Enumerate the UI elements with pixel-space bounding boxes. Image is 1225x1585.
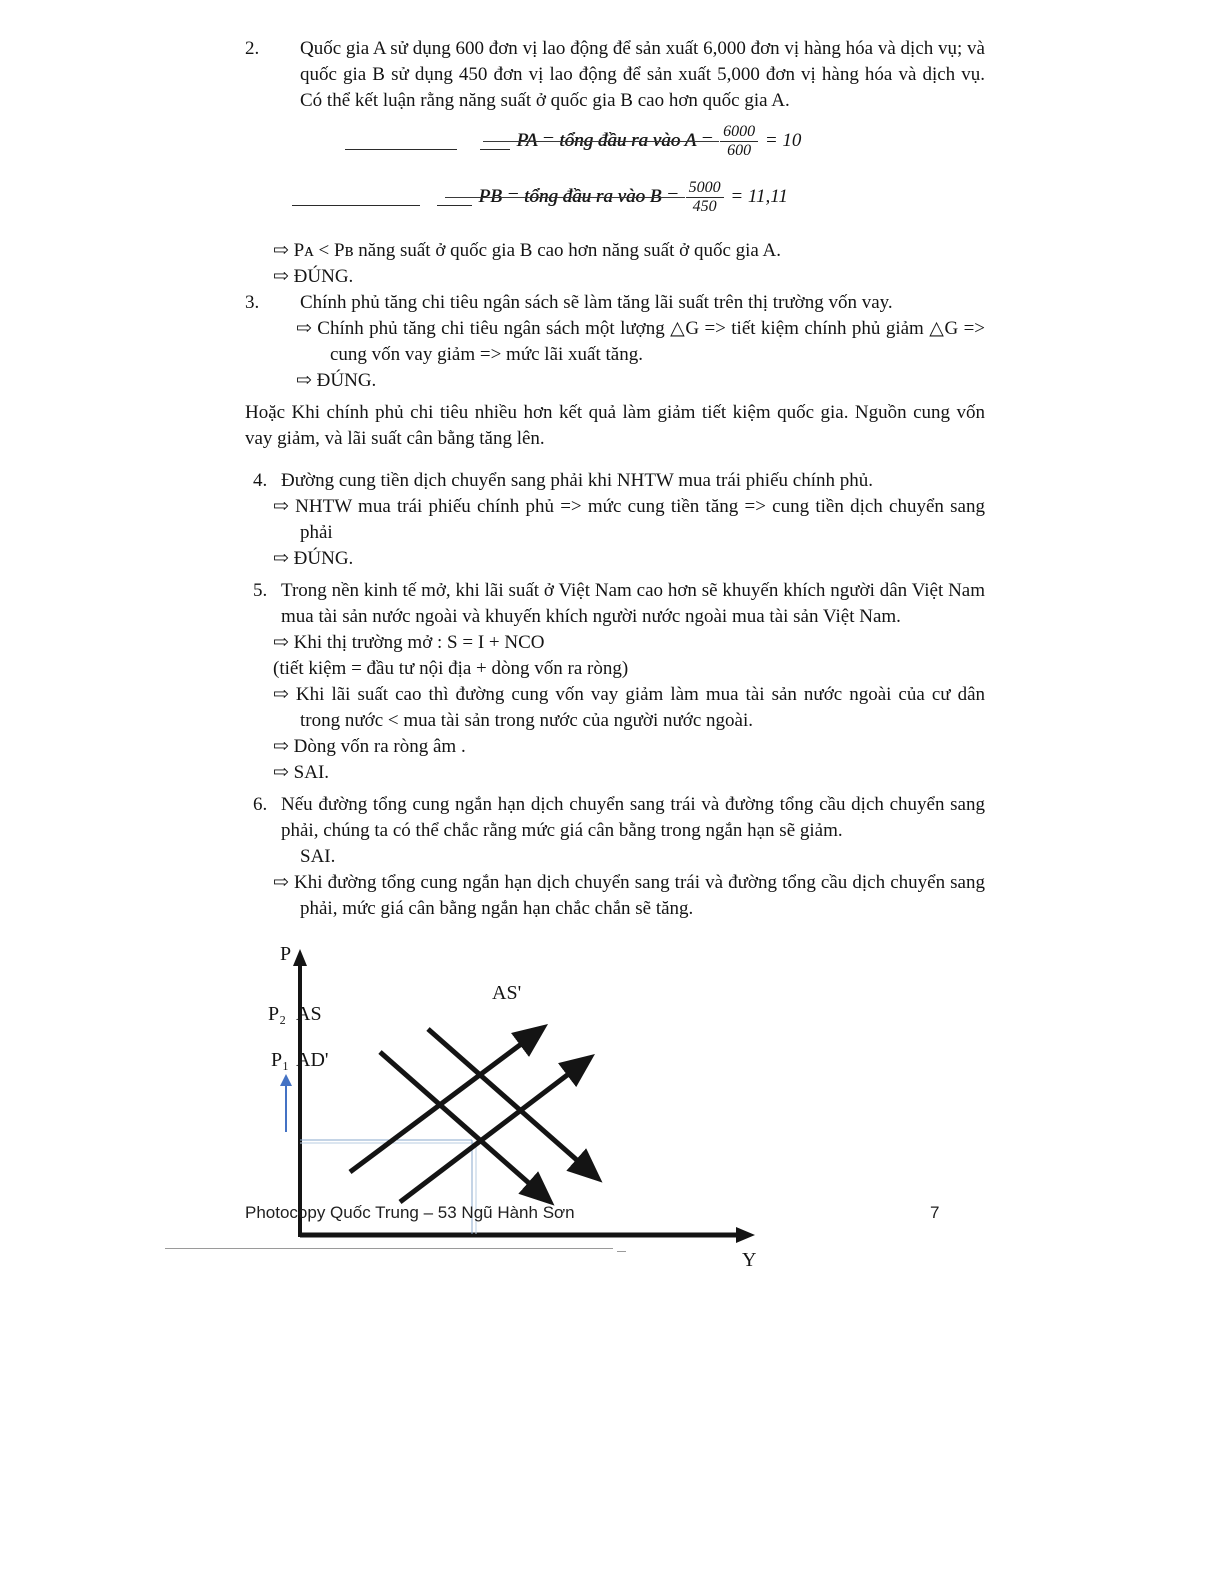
fraction-denominator: 450 (692, 198, 717, 215)
ad-prime-label: AD' (296, 1049, 329, 1071)
question-5 (245, 578, 985, 630)
price-axis-label: P (280, 944, 292, 965)
question-6-number: 6. (253, 794, 268, 815)
fraction (720, 124, 758, 159)
question-4-step: ⇨ NHTW mua trái phiếu chính phủ => mức cung tiền tăng => cung tiền dịch chuyển sang phải (273, 496, 985, 543)
question-2-body (300, 36, 985, 114)
question-5-number: 5. (253, 580, 268, 601)
footer-page-number: 7 (930, 1203, 940, 1222)
formula-pb-lhs: PB = tổng đầu ra vào B = (478, 185, 679, 207)
question-6 (245, 792, 985, 844)
fraction-numerator: 5000 (686, 180, 724, 198)
scan-artifact-dash (617, 1251, 626, 1252)
scan-artifact-line (165, 1248, 613, 1249)
question-3-body (300, 290, 985, 316)
question-5-step1: ⇨ Khi thị trường mở : S = I + NCO (273, 632, 545, 653)
output-axis-arrowhead-icon (736, 1227, 755, 1243)
p1-label: P₁ (271, 1049, 290, 1071)
fraction-denominator: 600 (727, 142, 752, 159)
formula-pb-row (245, 180, 985, 226)
blank-line (292, 189, 420, 206)
question-6-sai: SAI. (300, 846, 336, 867)
question-5-text: Trong nền kinh tế mở, khi lãi suất ở Việt Nam cao hơn sẽ khuyến khích người dân Việt Nam mua tài sản nước ngoài và khuyến khích người nước ngoài mua tài sản Việt Nam. (281, 580, 985, 627)
output-axis-label: Y (742, 1249, 757, 1271)
question-3-verdict: ⇨ ĐÚNG. (296, 370, 377, 391)
question-4-verdict: ⇨ ĐÚNG. (273, 548, 354, 569)
document-content (245, 36, 985, 1297)
question-2-number: 2. (245, 38, 260, 59)
question-5-step3: ⇨ Khi lãi suất cao thì đường cung vốn vay giảm làm mua tài sản nước ngoài của cư dân trong nước < mua tài sản trong nước của người nước ngoài. (273, 684, 985, 731)
question-4-body (281, 468, 985, 494)
formula-pa-lhs: PA = tổng đầu ra vào A = (516, 129, 714, 151)
as-ad-diagram (260, 944, 780, 1289)
blank-line (345, 133, 457, 150)
question-6-step: ⇨ Khi đường tổng cung ngắn hạn dịch chuyển sang trái và đường tổng cầu dịch chuyển sang phải, mức giá cân bằng ngắn hạn chắc chắn sẽ tăng. (273, 872, 985, 919)
question-2-text: Quốc gia A sử dụng 600 đơn vị lao động để sản xuất 6,000 đơn vị hàng hóa và dịch vụ; và quốc gia B sử dụng 450 đơn vị lao động để sản xuất 5,000 đơn vị hàng hóa và dịch vụ. Có thể kết luận rằng năng suất ở quốc gia B cao hơn quốc gia A. (300, 38, 985, 111)
question-3 (245, 290, 985, 316)
question-4-text: Đường cung tiền dịch chuyển sang phải khi NHTW mua trái phiếu chính phủ. (281, 470, 873, 491)
price-axis-arrowhead-icon (293, 949, 307, 966)
formula-pa (516, 123, 802, 159)
formula-pb-result: = 11,11 (730, 185, 788, 207)
footer-text: Photocopy Quốc Trung – 53 Ngũ Hành Sơn (245, 1203, 575, 1222)
formula-pb (478, 179, 788, 215)
question-3-step: ⇨ Chính phủ tăng chi tiêu ngân sách một lượng △G => tiết kiệm chính phủ giảm △G => cung vốn vay giảm => mức lãi xuất tăng. (296, 318, 985, 365)
as-label: AS (296, 1003, 322, 1025)
question-2-conclusion: ⇨ Pᴀ < Pʙ năng suất ở quốc gia B cao hơn năng suất ở quốc gia A. (273, 240, 782, 261)
question-2-verdict: ⇨ ĐÚNG. (273, 266, 354, 287)
question-5-body (281, 578, 985, 630)
question-4 (245, 468, 985, 494)
question-2 (245, 36, 985, 114)
fraction (686, 180, 724, 215)
formula-pa-result: = 10 (764, 129, 802, 151)
formula-pa-row (245, 124, 985, 170)
as-prime-curve (400, 1060, 587, 1202)
question-3-number: 3. (245, 292, 260, 313)
question-5-verdict: ⇨ SAI. (273, 762, 330, 783)
as-prime-label: AS' (492, 982, 522, 1004)
question-3-note: Hoặc Khi chính phủ chi tiêu nhiều hơn kết quả làm giảm tiết kiệm quốc gia. Nguồn cung vốn vay giảm, và lãi suất cân bằng tăng lên. (245, 402, 985, 449)
p2-label: P₂ (268, 1003, 287, 1025)
question-5-step4: ⇨ Dòng vốn ra ròng âm . (273, 736, 466, 757)
question-3-text: Chính phủ tăng chi tiêu ngân sách sẽ làm tăng lãi suất trên thị trường vốn vay. (300, 292, 893, 313)
question-4-number: 4. (253, 470, 268, 491)
ad-curve (380, 1052, 547, 1199)
question-6-text: Nếu đường tổng cung ngắn hạn dịch chuyển sang trái và đường tổng cầu dịch chuyển sang phải, chúng ta có thể chắc rằng mức giá cân bằng trong ngắn hạn sẽ giảm. (281, 794, 985, 841)
question-6-body (281, 792, 985, 844)
question-5-step2: (tiết kiệm = đầu tư nội địa + dòng vốn ra ròng) (273, 658, 629, 679)
fraction-numerator: 6000 (720, 124, 758, 142)
